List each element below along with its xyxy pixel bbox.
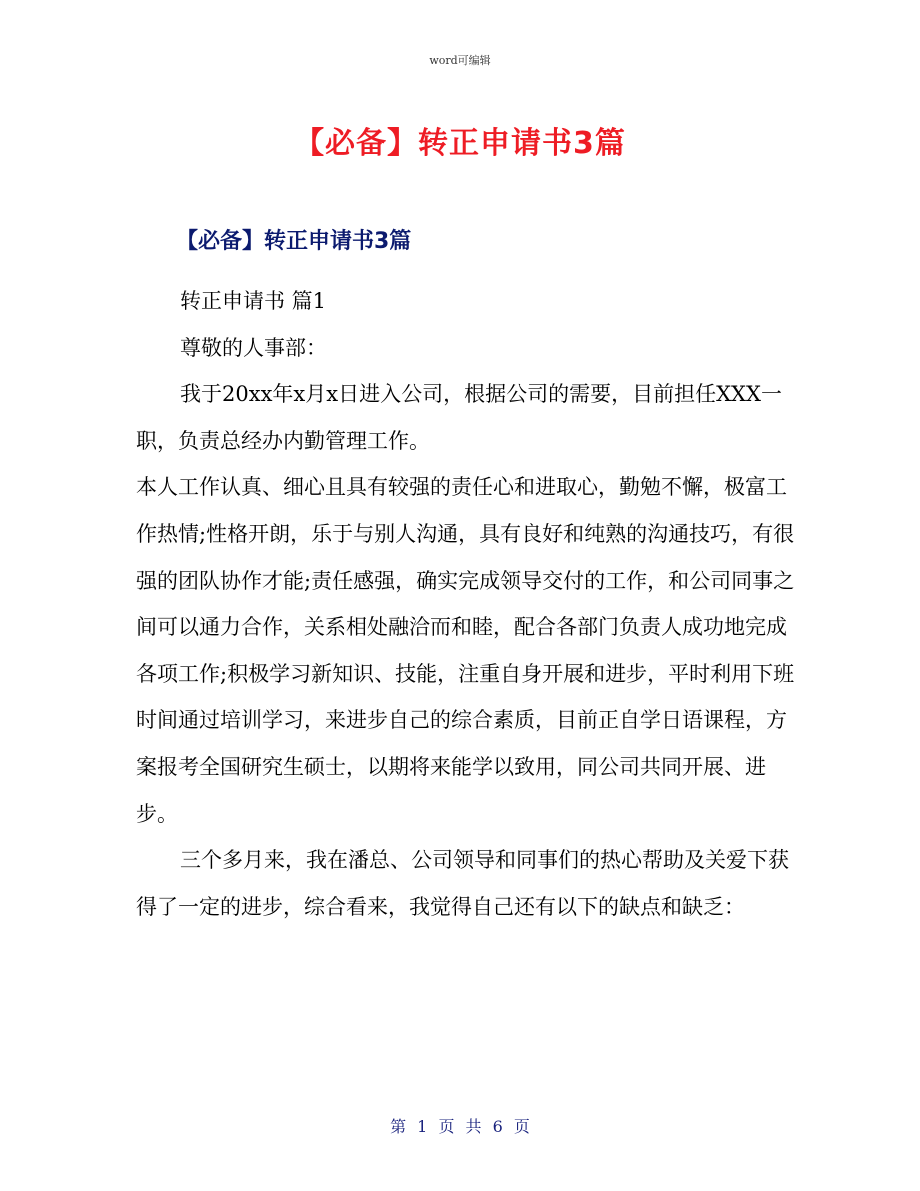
section-heading: 【必备】转正申请书3篇 [176, 229, 412, 254]
self-assessment-paragraph: 本人工作认真、细心且具有较强的责任心和进取心，勤勉不懈，极富工作热情;性格开朗，乐于与别人沟通，具有良好和纯熟的沟通技巧，有很强的团队协作才能;责任感强，确实完成领导交付的工作，和公司同事之间可以通力合作，关系相处融洽而和睦，配合各部门负责人成功地完成各项工作;积极学习新知识、技能，注重自身开展和进步，平时利用下班时间通过培训学习，来进步自己的综合素质，目前正自学日语课程，方案报考全国研究生硕士，以期将来能学以致用，同公司共同开展、进步。 [136, 475, 795, 826]
page-indicator: 第 1 页 共 6 页 [390, 1117, 530, 1136]
document-body [136, 278, 796, 930]
salutation-paragraph: 尊敬的人事部： [180, 335, 327, 360]
intro-paragraph: 我于20xx年x月x日进入公司，根据公司的需要，目前担任XXX一职，负责总经办内勤管理工作。 [136, 382, 782, 453]
subtitle-paragraph: 转正申请书 篇1 [180, 289, 327, 313]
document-title: 【必备】转正申请书3篇 [294, 126, 626, 161]
shortcomings-paragraph: 三个多月来，我在潘总、公司领导和同事们的热心帮助及关爱下获得了一定的进步，综合看来，我觉得自己还有以下的缺点和缺乏： [136, 848, 789, 919]
header-note: word可编辑 [429, 54, 491, 67]
